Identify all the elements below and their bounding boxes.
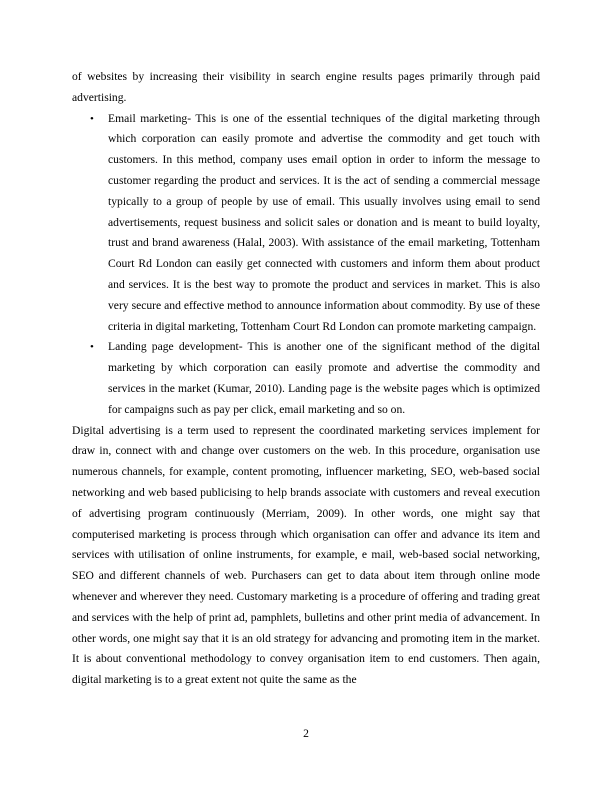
bullet-item-landing-page [72,337,540,420]
bullet-dot-icon: • [90,112,94,125]
bullet-text-landing-page: Landing page development- This is another one of the significant method of the digital marketing by which corporation can easily promote and advertise the commodity and services in the market (Kumar, 2010). Landing page is the website pages which is optimized for campaigns such as pay per click, email marketing and so on. [108,340,540,416]
bullet-item-email-marketing [72,109,540,338]
bullet-text-email-marketing: Email marketing- This is one of the essential techniques of the digital marketing through which corporation can easily promote and advertise the commodity and get touch with customers. In this method, company uses email option in order to inform the message to customer regarding the product and services. It is the act of sending a commercial message typically to a group of people by use of email. This usually involves using email to send advertisements, request business and solicit sales or donation and is meant to build loyalty, trust and brand awareness (Halal, 2003). With assistance of the email marketing, Tottenham Court Rd London can easily get connected with customers and inform them about product and services. It is the best way to promote the product and services in market. This is also very secure and effective method to announce information about commodity. By use of these criteria in digital marketing, Tottenham Court Rd London can promote marketing campaign. [108,111,540,333]
body-paragraph-digital-advertising: Digital advertising is a term used to represent the coordinated marketing services implement for draw in, connect with and change over customers on the web. In this procedure, organisation use numerous channels, for example, content promoting, influencer marketing, SEO, web-based social networking and web based publicising to help brands associate with customers and reveal execution of advertising program continuously (Merriam, 2009). In other words, one might say that computerised marketing is process through which organisation can offer and advance its item and services with utilisation of online instruments, for example, e mail, web-based social networking, SEO and different channels of web. Purchasers can get to data about item through online mode whenever and wherever they need. Customary marketing is a procedure of offering and trading great and services with the help of print ad, pamphlets, bulletins and other print media of advancement. In other words, one might say that it is an old strategy for advancing and promoting item in the market. It is about conventional methodology to convey organisation item to end customers. Then again, digital marketing is to a great extent not quite the same as the [72,423,540,687]
bullet-dot-icon: • [90,341,94,354]
document-page [72,67,540,691]
page-number: 2 [303,727,309,740]
intro-paragraph-fragment: of websites by increasing their visibility in search engine results pages primarily through paid advertising. [72,70,540,104]
bullet-list [72,109,540,421]
